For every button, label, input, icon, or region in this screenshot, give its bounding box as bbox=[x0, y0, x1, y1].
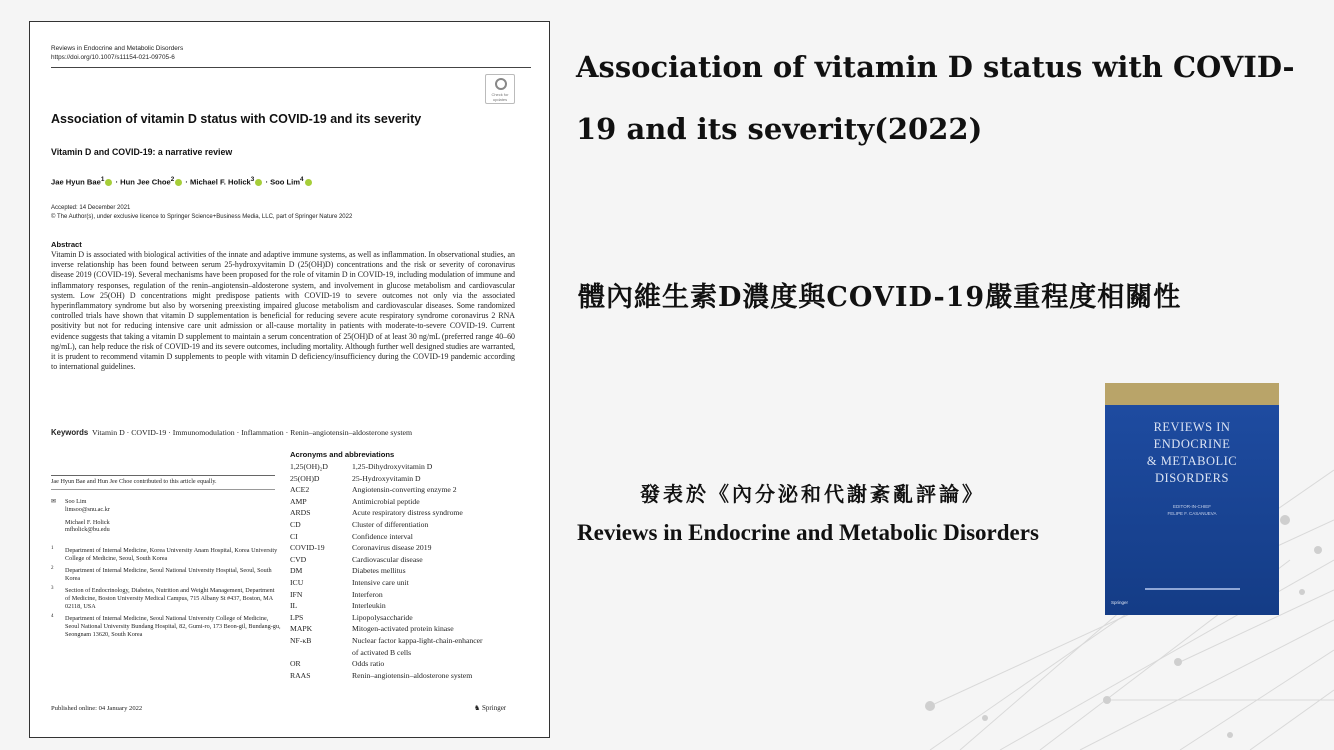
acronym-abbrev: AMP bbox=[290, 496, 307, 506]
affiliations bbox=[51, 547, 281, 643]
journal-name: Reviews in Endocrine and Metabolic Disorders bbox=[51, 45, 184, 52]
acronym-row bbox=[290, 554, 530, 566]
definition-line: Angiotensin-converting enzyme 2 bbox=[352, 485, 457, 495]
acronym-definition bbox=[352, 623, 530, 635]
acronym-row bbox=[290, 623, 530, 635]
corr-name: Soo Lim bbox=[65, 498, 87, 505]
affiliation bbox=[51, 567, 281, 583]
orcid-icon[interactable] bbox=[105, 179, 112, 186]
acronym-abbrev: CVD bbox=[290, 554, 307, 564]
corr-name: Michael F. Holick bbox=[65, 518, 110, 526]
journal-cover bbox=[1105, 383, 1279, 615]
aff-text: Department of Internal Medicine, Seoul National University Hospital, Seoul, South Korea bbox=[65, 567, 272, 582]
acronym-definition bbox=[352, 461, 530, 473]
definition-line: Acute respiratory distress syndrome bbox=[352, 508, 463, 518]
acronym-row bbox=[290, 542, 530, 554]
publisher-name: Springer bbox=[482, 704, 507, 712]
doi-link[interactable]: https://doi.org/10.1007/s11154-021-09705-6 bbox=[51, 54, 175, 61]
footnote-rule bbox=[51, 475, 275, 476]
header-rule bbox=[51, 67, 531, 68]
acronym-abbrev: CI bbox=[290, 531, 298, 541]
affiliation bbox=[51, 587, 281, 611]
keywords-line bbox=[51, 428, 412, 437]
author-sup: 3 bbox=[250, 176, 255, 183]
acronym-abbrev: COVID-19 bbox=[290, 543, 325, 553]
acronym-row bbox=[290, 635, 530, 658]
acronym-definition bbox=[352, 612, 530, 624]
cover-divider bbox=[1145, 588, 1240, 590]
definition-line: 25-Hydroxyvitamin D bbox=[352, 473, 421, 483]
acronym-row bbox=[290, 461, 530, 473]
acronym-definition bbox=[352, 531, 530, 543]
author: Hun Jee Choe bbox=[120, 177, 171, 187]
definition-line: Cluster of differentiation bbox=[352, 519, 429, 529]
definition-line: Lipopolysaccharide bbox=[352, 612, 413, 622]
acronym-row bbox=[290, 496, 530, 508]
contribution-note: Jae Hyun Bae and Hun Jee Choe contributed to this article equally. bbox=[51, 478, 217, 485]
definition-line: Interferon bbox=[352, 589, 383, 599]
author-sup: 2 bbox=[170, 176, 175, 183]
definition-line: Renin–angiotensin–aldosterone system bbox=[352, 670, 473, 680]
accepted-date: Accepted: 14 December 2021 bbox=[51, 205, 131, 211]
update-ring-icon bbox=[495, 78, 507, 90]
acronym-list bbox=[290, 461, 530, 681]
aff-text: Department of Internal Medicine, Seoul National University College of Medicine, Seoul National University Bundang Hospital, 82, Gumi-ro, 173 Beon-gil, Bundang-gu, Seongnam 13620, South Korea bbox=[65, 615, 281, 638]
footnote-rule bbox=[51, 489, 275, 490]
orcid-icon[interactable] bbox=[305, 179, 312, 186]
definition-line: Coronavirus disease 2019 bbox=[352, 543, 432, 553]
acronym-definition bbox=[352, 473, 530, 485]
author: Jae Hyun Bae bbox=[51, 177, 101, 187]
acronym-abbrev: ACE2 bbox=[290, 485, 310, 495]
acronym-definition bbox=[352, 554, 530, 566]
acronym-row bbox=[290, 577, 530, 589]
definition-line: Interleukin bbox=[352, 601, 386, 611]
definition-line: Confidence interval bbox=[352, 531, 413, 541]
acronym-abbrev: 25(OH)D bbox=[290, 473, 320, 483]
acronym-abbrev: ICU bbox=[290, 577, 304, 587]
abstract-text: Vitamin D is associated with biological activities of the innate and adaptive immune systems, as well as inflammation. In observational studies, an inverse relationship has been found between serum 25-hydroxyvitamin D (25(OH)D) concentrations and the risk or severity of coronavirus disease 2019 (COVID-19). Several mechanisms have been proposed for the role of vitamin D in COVID-19, including modulation of immune and inflammatory responses, regulation of the renin–angiotensin–aldosterone system, and involvement in glucose metabolism and cardiovascular system. Low 25(OH) D concentrations might predispose patients with COVID-19 to severe outcomes not only via the associated hyperinflammatory syndrome but also by worsening preexisting impaired glucose metabolism and cardiovascular diseases. Some randomized controlled trials have shown that vitamin D supplementation is beneficial for reducing severe acute respiratory syndrome coronavirus 2 RNA positivity but not for reducing intensive care unit admission or all-cause mortality in patients with moderate-to-severe COVID-19. Current evidence suggests that taking a vitamin D supplement to maintain a serum concentration of 25(OH)D of at least 30 ng/mL (preferred range 40–60 ng/mL), can help reduce the risk of COVID-19 and its severe outcomes, including mortality. Although further well designed studies are warranted, it is prudent to recommend vitamin D supplements to people with vitamin D deficiency/insufficiency during the COVID-19 pandemic according to international guidelines. bbox=[51, 250, 515, 372]
acronym-definition bbox=[352, 589, 530, 601]
author: Soo Lim bbox=[270, 177, 301, 187]
acronym-abbrev: RAAS bbox=[290, 670, 311, 680]
keywords-label: Keywords bbox=[51, 428, 89, 437]
definition-line: Intensive care unit bbox=[352, 577, 409, 587]
author-list: Jae Hyun Bae$^1$ · Hun Jee Choe$^2$ · Michael F. Holick$^3$ · Soo Lim$^4$ bbox=[51, 176, 313, 187]
cover-editor-line: EDITOR-IN-CHIEF bbox=[1173, 504, 1211, 509]
accepted-info bbox=[51, 204, 352, 222]
keywords-text: Vitamin D · COVID-19 · Immunomodulation · Inflammation · Renin–angiotensin–aldosterone system bbox=[92, 428, 413, 437]
acronym-definition bbox=[352, 542, 530, 554]
acronym-abbrev: NF-κB bbox=[290, 635, 312, 645]
cover-title-line: DISORDERS bbox=[1155, 471, 1229, 485]
acronym-row bbox=[290, 600, 530, 612]
definition-line: Nuclear factor kappa-light-chain-enhancer bbox=[352, 635, 483, 645]
acronym-definition bbox=[352, 496, 530, 508]
definition-line: Antimicrobial peptide bbox=[352, 496, 420, 506]
acronym-definition bbox=[352, 507, 530, 519]
definition-line: 1,25-Dihydroxyvitamin D bbox=[352, 462, 433, 471]
acronym-definition bbox=[352, 577, 530, 589]
acronym-abbrev: 1,25(OH)₂D bbox=[290, 462, 328, 471]
acronym-abbrev: IL bbox=[290, 601, 298, 611]
slide-title: Association of vitamin D status with COVID-19 and its severity(2022) bbox=[576, 50, 1295, 146]
acronym-abbrev: MAPK bbox=[290, 624, 313, 634]
journal-header bbox=[51, 44, 183, 62]
author-sup: 4 bbox=[300, 176, 304, 183]
springer-horse-icon: ♞ bbox=[474, 704, 481, 712]
cover-editors bbox=[1105, 503, 1279, 517]
acronym-definition bbox=[352, 519, 530, 531]
acronym-abbrev: DM bbox=[290, 566, 303, 576]
aff-number: 1 bbox=[51, 546, 54, 551]
paper-first-page bbox=[29, 21, 550, 738]
journal-name-english: Reviews in Endocrine and Metabolic Disorders bbox=[577, 520, 1039, 545]
acronym-definition bbox=[352, 635, 530, 658]
springer-logo bbox=[474, 704, 506, 712]
acronyms-heading: Acronyms and abbreviations bbox=[290, 450, 395, 459]
cover-editor-line: FELIPE F. CASANUEVA bbox=[1167, 511, 1217, 516]
aff-text: Section of Endocrinology, Diabetes, Nutrition and Weight Management, Department of Medicine, Boston University Medical Campus, 715 Albany St #437, Boston, MA 02118, USA bbox=[65, 587, 275, 610]
aff-number: 4 bbox=[51, 614, 54, 619]
corr-email[interactable]: limsoo@snu.ac.kr bbox=[65, 505, 110, 513]
definition-line: Mitogen-activated protein kinase bbox=[352, 624, 454, 634]
acronym-row bbox=[290, 484, 530, 496]
cover-title bbox=[1105, 419, 1279, 487]
copyright-line: © The Author(s), under exclusive licence to Springer Science+Business Media, LLC, part of Springer Nature 2022 bbox=[51, 214, 353, 220]
acronym-abbrev: OR bbox=[290, 659, 301, 669]
cover-title-line: REVIEWS IN bbox=[1153, 420, 1231, 434]
orcid-icon[interactable] bbox=[255, 179, 262, 186]
aff-number: 2 bbox=[51, 566, 54, 571]
acronym-definition bbox=[352, 600, 530, 612]
abstract-heading: Abstract bbox=[51, 240, 82, 249]
aff-number: 3 bbox=[51, 586, 54, 591]
acronym-definition bbox=[352, 658, 530, 670]
corr-email[interactable]: mfholick@bu.edu bbox=[65, 526, 110, 534]
acronym-row bbox=[290, 531, 530, 543]
acronym-abbrev: ARDS bbox=[290, 508, 311, 518]
affiliation bbox=[51, 547, 281, 563]
definition-line: of activated B cells bbox=[352, 647, 412, 657]
published-date: Published online: 04 January 2022 bbox=[51, 705, 143, 712]
paper-title: Association of vitamin D status with COVID-19 and its severity bbox=[51, 112, 422, 126]
acronym-definition bbox=[352, 484, 530, 496]
cover-title-line: ENDOCRINE bbox=[1153, 437, 1231, 451]
acronym-row bbox=[290, 519, 530, 531]
acronym-abbrev: CD bbox=[290, 519, 301, 529]
paper-subtitle: Vitamin D and COVID-19: a narrative review bbox=[51, 147, 233, 157]
cover-title-line: & METABOLIC bbox=[1146, 454, 1238, 468]
author-sup: 1 bbox=[100, 176, 105, 183]
check-label: Check for updates bbox=[491, 92, 509, 102]
acronym-row bbox=[290, 670, 530, 682]
cover-top-band bbox=[1105, 383, 1279, 405]
orcid-icon[interactable] bbox=[175, 179, 182, 186]
aff-text: Department of Internal Medicine, Korea University Anam Hospital, Korea University College of Medicine, Seoul, South Korea bbox=[65, 547, 278, 562]
author: Michael F. Holick bbox=[190, 177, 251, 187]
affiliation bbox=[51, 615, 281, 639]
correspondence bbox=[51, 498, 281, 534]
definition-line: Odds ratio bbox=[352, 659, 385, 669]
acronym-definition bbox=[352, 670, 530, 682]
slide-title-chinese: 體內維生素D濃度與COVID-19嚴重程度相關性 bbox=[578, 282, 1182, 313]
definition-line: Cardiovascular disease bbox=[352, 554, 423, 564]
acronym-row bbox=[290, 473, 530, 485]
definition-line: Diabetes mellitus bbox=[352, 566, 406, 576]
cover-springer-logo: Springer bbox=[1111, 600, 1129, 605]
acronym-row bbox=[290, 612, 530, 624]
acronym-definition bbox=[352, 565, 530, 577]
envelope-icon: ✉ bbox=[51, 498, 57, 505]
check-for-updates-badge[interactable] bbox=[485, 74, 515, 104]
acronym-row bbox=[290, 507, 530, 519]
acronym-row bbox=[290, 565, 530, 577]
acronym-abbrev: IFN bbox=[290, 589, 303, 599]
published-in-chinese: 發表於《內分泌和代謝紊亂評論》 bbox=[640, 482, 985, 506]
acronym-abbrev: LPS bbox=[290, 612, 304, 622]
acronym-row bbox=[290, 658, 530, 670]
acronym-row bbox=[290, 589, 530, 601]
